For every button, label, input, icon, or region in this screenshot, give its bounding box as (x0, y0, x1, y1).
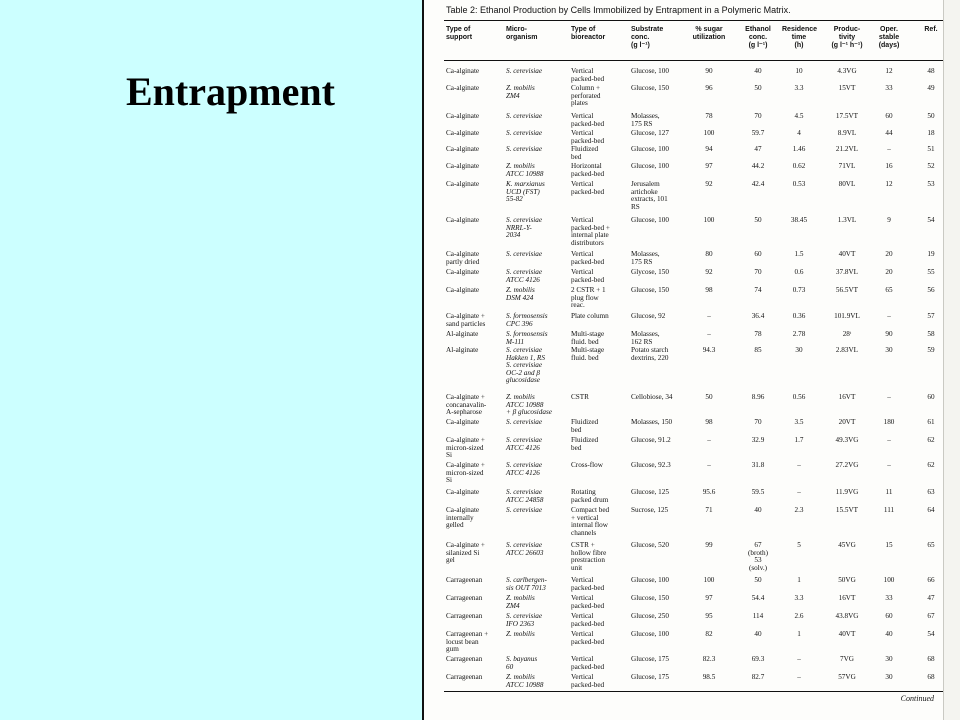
cell-organism: S. cerevisiae ATCC 4126 (506, 268, 543, 284)
cell-oper-stable: – (887, 436, 891, 444)
cell-productivity: 45VG (838, 541, 856, 549)
cell-productivity: 43.8VG (835, 612, 859, 620)
cell-organism: S. cerevisiae (506, 67, 543, 75)
cell-support: Carrageenan (446, 673, 483, 681)
cell-residence-time: 4 (797, 129, 801, 137)
cell-oper-stable: 90 (885, 330, 893, 338)
cell-substrate: Glycose, 150 (631, 268, 669, 276)
cell-oper-stable: 30 (885, 346, 893, 354)
cell-bioreactor: Rotating packed drum (571, 488, 609, 504)
cell-support: Ca-alginate (446, 84, 480, 92)
cell-bioreactor: Vertical packed-bed + internal plate distributors (571, 216, 610, 247)
cell-ref: 51 (927, 145, 935, 153)
header-organism: Micro- organism (506, 26, 538, 41)
cell-ethanol-conc: 70 (754, 268, 762, 276)
cell-residence-time: 3.3 (794, 84, 804, 92)
cell-productivity: 50VG (838, 576, 856, 584)
header-support: Type of support (446, 26, 473, 41)
cell-substrate: Cellobiose, 34 (631, 393, 673, 401)
cell-substrate: Glucose, 91.2 (631, 436, 671, 444)
cell-ethanol-conc: 44.2 (751, 162, 765, 170)
cell-bioreactor: Cross-flow (571, 461, 603, 469)
cell-sugar-utilization: – (707, 330, 711, 338)
cell-organism: S. formosensis M-111 (506, 330, 548, 346)
cell-sugar-utilization: 50 (705, 393, 713, 401)
cell-ref: 54 (927, 216, 935, 224)
cell-bioreactor: CSTR + hollow fibre prestraction unit (571, 541, 607, 572)
cell-ethanol-conc: 59.7 (751, 129, 765, 137)
cell-productivity: 7VG (840, 655, 854, 663)
cell-ref: 55 (927, 268, 935, 276)
cell-substrate: Molasses, 162 RS (631, 330, 660, 346)
cell-residence-time: 30 (795, 346, 803, 354)
cell-sugar-utilization: – (707, 461, 711, 469)
cell-oper-stable: 180 (883, 418, 895, 426)
cell-support: Ca-alginate (446, 286, 480, 294)
cell-organism: S. cerevisiae Hakken 1, RS S. cerevisiae OC-2 and β glucosidase (506, 346, 545, 385)
cell-bioreactor: Vertical packed-bed (571, 67, 605, 83)
cell-substrate: Glucose, 92.3 (631, 461, 671, 469)
cell-productivity: 71VL (838, 162, 856, 170)
cell-organism: Z. mobilis ZM4 (506, 594, 535, 610)
cell-productivity: 11.9VG (835, 488, 859, 496)
cell-organism: S. cerevisiae ATCC 4126 (506, 436, 543, 452)
cell-ref: 56 (927, 286, 935, 294)
cell-sugar-utilization: 100 (703, 129, 715, 137)
cell-productivity: 37.8VL (835, 268, 859, 276)
cell-bioreactor: Multi-stage fluid. bed (571, 330, 605, 346)
cell-substrate: Glucose, 100 (631, 630, 669, 638)
cell-substrate: Glucose, 100 (631, 145, 669, 153)
cell-productivity: 56.5VT (835, 286, 859, 294)
cell-ref: 65 (927, 541, 935, 549)
cell-substrate: Glucose, 520 (631, 541, 669, 549)
cell-productivity: 16VT (838, 594, 856, 602)
cell-bioreactor: Compact bed + vertical internal flow channels (571, 506, 610, 537)
cell-oper-stable: 9 (887, 216, 891, 224)
cell-organism: S. cerevisiae ATCC 24858 (506, 488, 544, 504)
cell-substrate: Molasses, 175 RS (631, 250, 660, 266)
cell-support: Ca-alginate (446, 162, 480, 170)
cell-residence-time: 1 (797, 576, 801, 584)
scanned-table-page (422, 0, 960, 720)
cell-ref: 67 (927, 612, 935, 620)
cell-productivity: 15.5VT (835, 506, 859, 514)
cell-support: Carrageenan + locust bean gum (446, 630, 489, 654)
cell-sugar-utilization: 98 (705, 418, 713, 426)
cell-ref: 60 (927, 393, 935, 401)
cell-ethanol-conc: 74 (754, 286, 762, 294)
cell-residence-time: 1.5 (794, 250, 804, 258)
cell-organism: K. marxianus UCD (FST) 55-82 (506, 180, 545, 204)
cell-support: Ca-alginate (446, 129, 480, 137)
cell-ethanol-conc: 70 (754, 418, 762, 426)
cell-sugar-utilization: – (707, 436, 711, 444)
cell-substrate: Jerusalem artichoke extracts, 101 RS (631, 180, 668, 211)
cell-substrate: Glucose, 92 (631, 312, 666, 320)
cell-bioreactor: Column + perforated plates (571, 84, 601, 108)
cell-productivity: 57VG (838, 673, 856, 681)
title-rule (444, 20, 944, 21)
cell-support: Ca-alginate internally gelled (446, 506, 480, 530)
cell-organism: Z. mobilis (506, 630, 535, 638)
cell-substrate: Glucose, 175 (631, 673, 669, 681)
cell-oper-stable: 60 (885, 112, 893, 120)
scan-edge (943, 0, 960, 720)
cell-ref: 57 (927, 312, 935, 320)
cell-productivity: 21.2VL (835, 145, 859, 153)
cell-sugar-utilization: 96 (705, 84, 713, 92)
cell-support: Ca-alginate (446, 488, 480, 496)
cell-oper-stable: 40 (885, 630, 893, 638)
cell-ref: 18 (927, 129, 935, 137)
cell-bioreactor: Vertical packed-bed (571, 612, 605, 628)
cell-support: Carrageenan (446, 612, 483, 620)
cell-productivity: 4.3VG (837, 67, 857, 75)
cell-substrate: Potato starch dextrins, 220 (631, 346, 669, 362)
cell-ethanol-conc: 60 (754, 250, 762, 258)
cell-oper-stable: 111 (883, 506, 895, 514)
cell-residence-time: 38.45 (790, 216, 808, 224)
cell-sugar-utilization: 92 (705, 180, 713, 188)
cell-ethanol-conc: 54.4 (751, 594, 765, 602)
cell-sugar-utilization: 71 (705, 506, 713, 514)
cell-residence-time: – (797, 673, 801, 681)
cell-support: Ca-alginate + concanavalin- A-sepharose (446, 393, 487, 417)
cell-substrate: Glucose, 100 (631, 576, 669, 584)
cell-organism: S. formosensis CPC 396 (506, 312, 548, 328)
cell-bioreactor: Fluidized bed (571, 436, 599, 452)
cell-ref: 62 (927, 461, 935, 469)
cell-ref: 54 (927, 630, 935, 638)
cell-ethanol-conc: 82.7 (751, 673, 765, 681)
cell-productivity: 101.9VL (834, 312, 860, 320)
cell-bioreactor: Vertical packed-bed (571, 673, 605, 689)
cell-support: Ca-alginate + silanized Si gel (446, 541, 485, 565)
cell-residence-time: 0.56 (792, 393, 806, 401)
cell-support: Ca-alginate + micron-sized Si (446, 461, 485, 485)
cell-oper-stable: 12 (885, 67, 893, 75)
cell-organism: S. cerevisiae (506, 112, 543, 120)
cell-support: Al-alginate (446, 330, 479, 338)
cell-residence-time: 1.7 (794, 436, 804, 444)
cell-support: Carrageenan (446, 655, 483, 663)
cell-ref: 62 (927, 436, 935, 444)
header-bioreactor: Type of bioreactor (571, 26, 606, 41)
cell-ethanol-conc: 78 (754, 330, 762, 338)
cell-productivity: 80VL (838, 180, 856, 188)
cell-sugar-utilization: 100 (703, 216, 715, 224)
cell-oper-stable: 15 (885, 541, 893, 549)
cell-sugar-utilization: 80 (705, 250, 713, 258)
cell-productivity: 2.83VL (835, 346, 859, 354)
cell-productivity: 40VT (838, 630, 856, 638)
cell-ethanol-conc: 8.96 (751, 393, 765, 401)
cell-ethanol-conc: 31.8 (751, 461, 765, 469)
cell-organism: S. cerevisiae (506, 145, 543, 153)
bottom-rule (444, 691, 944, 692)
header-sugar-utilization: % sugar utilization (692, 26, 726, 41)
cell-productivity: 27.2VG (835, 461, 859, 469)
cell-substrate: Glucose, 175 (631, 655, 669, 663)
cell-sugar-utilization: 95.6 (702, 488, 716, 496)
cell-substrate: Glucose, 127 (631, 129, 669, 137)
cell-sugar-utilization: 100 (703, 576, 715, 584)
cell-residence-time: 0.36 (792, 312, 806, 320)
cell-ref: 48 (927, 67, 935, 75)
cell-ref: 66 (927, 576, 935, 584)
cell-ref: 68 (927, 673, 935, 681)
cell-oper-stable: – (887, 393, 891, 401)
cell-substrate: Glucose, 125 (631, 488, 669, 496)
cell-oper-stable: 65 (885, 286, 893, 294)
cell-ethanol-conc: 50 (754, 84, 762, 92)
cell-support: Carrageenan (446, 594, 483, 602)
cell-productivity: 20VT (838, 418, 856, 426)
table-title: Table 2: Ethanol Production by Cells Immobilized by Entrapment in a Polymeric Matrix. (446, 5, 791, 15)
cell-oper-stable: 20 (885, 268, 893, 276)
cell-ref: 61 (927, 418, 935, 426)
cell-bioreactor: Vertical packed-bed (571, 250, 605, 266)
cell-ethanol-conc: 67 (broth) 53 (solv.) (748, 541, 768, 572)
cell-sugar-utilization: 97 (705, 162, 713, 170)
cell-organism: Z. mobilis ATCC 10988 (506, 673, 544, 689)
cell-productivity: 16VT (838, 393, 856, 401)
cell-support: Ca-alginate + micron-sized Si (446, 436, 485, 460)
cell-residence-time: 0.73 (792, 286, 806, 294)
header-residence-time: Residence time (h) (782, 26, 818, 49)
cell-ethanol-conc: 70 (754, 112, 762, 120)
cell-substrate: Molasses, 175 RS (631, 112, 660, 128)
cell-oper-stable: – (887, 461, 891, 469)
cell-ref: 47 (927, 594, 935, 602)
cell-productivity: 1.3VL (837, 216, 857, 224)
cell-support: Ca-alginate (446, 180, 480, 188)
cell-support: Ca-alginate (446, 112, 480, 120)
cell-oper-stable: 12 (885, 180, 893, 188)
cell-bioreactor: Plate column (571, 312, 609, 320)
cell-ethanol-conc: 40 (754, 630, 762, 638)
cell-productivity: 8.9VL (837, 129, 857, 137)
cell-substrate: Molasses, 150 (631, 418, 673, 426)
cell-residence-time: 0.6 (794, 268, 804, 276)
cell-substrate: Glucose, 100 (631, 162, 669, 170)
cell-bioreactor: Vertical packed-bed (571, 129, 605, 145)
cell-substrate: Sucrose, 125 (631, 506, 669, 514)
cell-residence-time: – (797, 461, 801, 469)
cell-ref: 53 (927, 180, 935, 188)
cell-oper-stable: 33 (885, 84, 893, 92)
cell-ethanol-conc: 40 (754, 506, 762, 514)
cell-residence-time: 4.5 (794, 112, 804, 120)
cell-ethanol-conc: 47 (754, 145, 762, 153)
cell-bioreactor: Vertical packed-bed (571, 594, 605, 610)
cell-bioreactor: Fluidized bed (571, 418, 599, 434)
cell-sugar-utilization: 94.3 (702, 346, 716, 354)
cell-support: Al-alginate (446, 346, 479, 354)
cell-ref: 49 (927, 84, 935, 92)
cell-bioreactor: Multi-stage fluid. bed (571, 346, 605, 362)
cell-organism: S. cerevisiae (506, 418, 543, 426)
cell-residence-time: 0.62 (792, 162, 806, 170)
cell-organism: S. carlbergen- sis OUT 7013 (506, 576, 547, 592)
cell-organism: S. cerevisiae ATCC 4126 (506, 461, 543, 477)
cell-sugar-utilization: 98.5 (702, 673, 716, 681)
cell-sugar-utilization: 97 (705, 594, 713, 602)
cell-substrate: Glucose, 150 (631, 286, 669, 294)
cell-support: Ca-alginate (446, 216, 480, 224)
cell-bioreactor: Horizontal packed-bed (571, 162, 605, 178)
header-oper-stable: Oper. stable (days) (878, 26, 900, 49)
cell-ethanol-conc: 69.3 (751, 655, 765, 663)
cell-ethanol-conc: 50 (754, 576, 762, 584)
cell-residence-time: 2.6 (794, 612, 804, 620)
cell-organism: Z. mobilis ATCC 10988 + β glucosidase (506, 393, 552, 417)
cell-sugar-utilization: 90 (705, 67, 713, 75)
cell-oper-stable: 20 (885, 250, 893, 258)
cell-sugar-utilization: – (707, 312, 711, 320)
cell-bioreactor: 2 CSTR + 1 plug flow reac. (571, 286, 606, 310)
cell-sugar-utilization: 99 (705, 541, 713, 549)
header-substrate: Substrate conc. (g l⁻¹) (631, 26, 664, 49)
cell-residence-time: 1 (797, 630, 801, 638)
cell-residence-time: 10 (795, 67, 803, 75)
cell-productivity: 40VT (838, 250, 856, 258)
cell-support: Ca-alginate partly dried (446, 250, 480, 266)
cell-oper-stable: 16 (885, 162, 893, 170)
slide-heading: Entrapment (126, 69, 335, 114)
cell-oper-stable: 60 (885, 612, 893, 620)
cell-support: Ca-alginate (446, 418, 480, 426)
cell-organism: S. cerevisiae NRRL-Y- 2034 (506, 216, 543, 240)
header-rule (444, 60, 944, 61)
cell-substrate: Glucose, 100 (631, 216, 669, 224)
continued-label: Continued (900, 694, 934, 703)
cell-support: Carrageenan (446, 576, 483, 584)
cell-ethanol-conc: 36.4 (751, 312, 765, 320)
cell-productivity: 28ᵗ (842, 330, 852, 338)
cell-residence-time: – (797, 488, 801, 496)
cell-sugar-utilization: 95 (705, 612, 713, 620)
cell-bioreactor: Vertical packed-bed (571, 180, 605, 196)
cell-ref: 19 (927, 250, 935, 258)
cell-substrate: Glucose, 150 (631, 84, 669, 92)
cell-oper-stable: – (887, 312, 891, 320)
cell-oper-stable: 11 (885, 488, 893, 496)
cell-substrate: Glucose, 250 (631, 612, 669, 620)
cell-ethanol-conc: 114 (752, 612, 764, 620)
cell-sugar-utilization: 98 (705, 286, 713, 294)
cell-ethanol-conc: 32.9 (751, 436, 765, 444)
cell-bioreactor: Vertical packed-bed (571, 655, 605, 671)
cell-bioreactor: Vertical packed-bed (571, 630, 605, 646)
cell-organism: Z. mobilis ATCC 10988 (506, 162, 544, 178)
cell-ethanol-conc: 50 (754, 216, 762, 224)
cell-organism: S. bayanus 60 (506, 655, 538, 671)
cell-organism: S. cerevisiae (506, 250, 543, 258)
cell-support: Ca-alginate + sand particles (446, 312, 486, 328)
cell-support: Ca-alginate (446, 67, 480, 75)
cell-oper-stable: 33 (885, 594, 893, 602)
cell-ethanol-conc: 59.5 (751, 488, 765, 496)
cell-sugar-utilization: 78 (705, 112, 713, 120)
cell-ref: 50 (927, 112, 935, 120)
cell-residence-time: 2.3 (794, 506, 804, 514)
cell-oper-stable: 30 (885, 673, 893, 681)
cell-ref: 64 (927, 506, 935, 514)
cell-bioreactor: CSTR (571, 393, 589, 401)
cell-residence-time: 3.3 (794, 594, 804, 602)
cell-oper-stable: 30 (885, 655, 893, 663)
header-productivity: Produc- tivity (g l⁻¹ h⁻¹) (831, 26, 863, 49)
cell-substrate: Glucose, 150 (631, 594, 669, 602)
cell-support: Ca-alginate (446, 145, 480, 153)
cell-residence-time: 0.53 (792, 180, 806, 188)
cell-organism: Z. mobilis DSM 424 (506, 286, 535, 302)
cell-sugar-utilization: 82.3 (702, 655, 716, 663)
cell-ref: 68 (927, 655, 935, 663)
cell-ref: 58 (927, 330, 935, 338)
cell-sugar-utilization: 94 (705, 145, 713, 153)
cell-residence-time: 2.78 (792, 330, 806, 338)
cell-organism: S. cerevisiae (506, 129, 543, 137)
cell-organism: Z. mobilis ZM4 (506, 84, 535, 100)
slide-left-panel (0, 0, 422, 720)
cell-residence-time: 1.46 (792, 145, 806, 153)
cell-bioreactor: Vertical packed-bed (571, 112, 605, 128)
header-ref: Ref. (924, 26, 938, 33)
cell-sugar-utilization: 92 (705, 268, 713, 276)
cell-organism: S. cerevisiae IFO 2363 (506, 612, 543, 628)
cell-ethanol-conc: 40 (754, 67, 762, 75)
cell-organism: S. cerevisiae (506, 506, 543, 514)
cell-bioreactor: Fluidized bed (571, 145, 599, 161)
cell-sugar-utilization: 82 (705, 630, 713, 638)
cell-bioreactor: Vertical packed-bed (571, 576, 605, 592)
cell-support: Ca-alginate (446, 268, 480, 276)
cell-organism: S. cerevisiae ATCC 26603 (506, 541, 544, 557)
cell-ethanol-conc: 42.4 (751, 180, 765, 188)
cell-oper-stable: 100 (883, 576, 895, 584)
cell-productivity: 17.5VT (835, 112, 859, 120)
cell-bioreactor: Vertical packed-bed (571, 268, 605, 284)
cell-productivity: 49.3VG (835, 436, 859, 444)
cell-ref: 59 (927, 346, 935, 354)
cell-ethanol-conc: 85 (754, 346, 762, 354)
cell-residence-time: 5 (797, 541, 801, 549)
cell-productivity: 15VT (838, 84, 856, 92)
cell-oper-stable: 44 (885, 129, 893, 137)
cell-substrate: Glucose, 100 (631, 67, 669, 75)
cell-residence-time: 3.5 (794, 418, 804, 426)
cell-residence-time: – (797, 655, 801, 663)
cell-ref: 52 (927, 162, 935, 170)
header-ethanol-conc: Ethanol conc. (g l⁻¹) (745, 26, 771, 49)
cell-ref: 63 (927, 488, 935, 496)
cell-oper-stable: – (887, 145, 891, 153)
